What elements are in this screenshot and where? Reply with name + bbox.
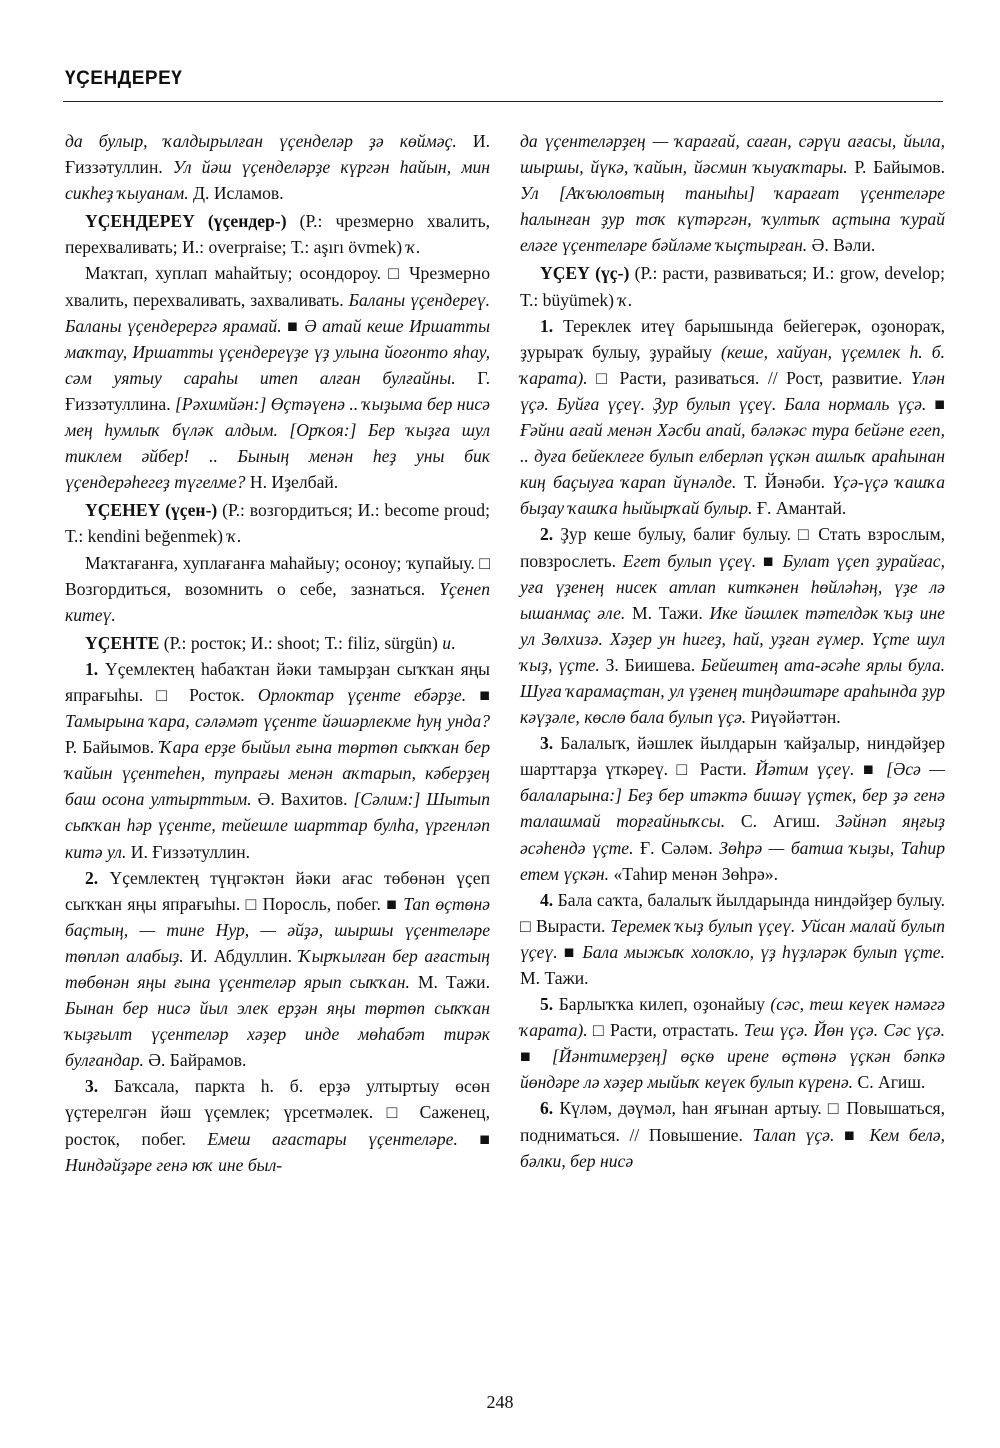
left-column [65,128,490,1178]
dictionary-paragraph: Маҡтағанға, хуплағанға маһайыу; осоноу; ҡупайыу. □ Возгордиться, возомнить о себе, зазнаться. Үҫенеп китеү. [65,552,490,625]
running-head: ҮҪЕНДЕРЕҮ [65,68,183,89]
dictionary-entry-headword: ҮҪЕНЕҮ (үҫен-) (Р.: возгордиться; И.: become proud; Т.: kendini beğenmek) ҡ. [65,500,490,547]
dictionary-paragraph: 5. Барлыҡҡа килеп, оҙонайыу (сәс, теш кеүек нәмәгә ҡарата). □ Расти, отрастать. Теш үҫә. Йөн үҫә. Сәс үҫә. ■ [Йәнтимерҙең] өҫкө ирене өҫтөнә үҫкән бәпкә йөндәре лә хәҙер мыйыҡ кеүек булып күренә. С. Агиш. [520,994,946,1093]
dictionary-paragraph: 3. Балалыҡ, йәшлек йылдарын ҡайҙалыр, ниндәйҙер шарттарҙа үткәреү. □ Расти. Йәтим үҫеү. ■ [Әсә — балаларына:] Беҙ бер итәктә бишәү үҫтек, бер ҙә генә талашмай торғайныҡсы. С. Агиш. Зәйнәп яңғыҙ әсәһендә үҫте. Ғ. Сәләм. Зөһрә — батша ҡыҙы, Таһир етем үҫкән. «Таһир менән Зөһрә». [520,733,945,884]
dictionary-paragraph: 2. Ҙур кеше булыу, балиғ булыу. □ Стать взрослым, повзрослеть. Егет булып үҫеү. ■ Булат үҫеп ҙурайғас, уға үҙенең нисек атлап киткәнен һөйләһәң, үҙе лә ышанмаҫ әле. М. Тажи. Ике йәшлек тәтелдәк ҡыҙ ине ул Зөлхизә. Хәҙер ун һигеҙ, һай, уҙған ғүмер. Үҫте шул ҡыҙ, үҫте. З. Биишева. Бейештең ата-әсәһе ярлы була. Шуға ҡарамаҫтан, ул үҙенең тиңдәштәре араһында ҙур кәүҙәле, көслө бала булып үҫә. Риүәйәттән. [520,524,946,728]
page-number: 248 [486,1392,514,1412]
dictionary-paragraph: 2. Үҫемлектең түңгәктән йәки ағас төбөнән үҫеп сыҡҡан яңы япрағыһы. □ Поросль, побег. ■ Тап өҫтөнә баҫтың, — тине Нур, — әйҙә, шыршы үҫентеләре төпләп алабыҙ. И. Абдуллин. Ҡырҡылған бер ағастың төбөнән яңы ғына үҫентеләр ярып сыҡҡан. М. Тажи. Бынан бер нисә йыл элек ерҙән яңы төртөп сыҡҡан ҡыҙғылт үҫентеләр хәҙер инде мөһабәт тирәк булғандар. Ә. Байрамов. [65,867,490,1071]
header-rule [63,101,943,102]
dictionary-paragraph: 1. Тереклек итеү барышында бейегерәк, оҙонораҡ, ҙурыраҡ булыу, ҙурайыу (кеше, хайуан, үҫемлек һ. б. ҡарата). □ Расти, разиваться. // Рост, развитие. Үлән үҫә. Буйға үҫеү. Ҙур булып үҫеү. Бала нормаль үҫә. ■ Ғәйни ағай менән Хәсби апай, бәләкәс тура бейәне егеп, .. дуға бейеклеге булып елберләп үҫкән ашлыҡ араһынан киң баҫыуға ҡарап йүнәлде. Т. Йәнәби. Үҫә-үҫә ҡашҡа быҙау ҡашҡа һыйырҡай булыр. Ғ. Амантай. [520,315,945,519]
dictionary-paragraph: да үҫентеләрҙең — ҡарағай, саған, сәрүи ағасы, йыла, шыршы, йүкә, ҡайын, йәсмин ҡыуаҡтары. Р. Байымов. Ул [Аҡъюловтың таныһы] ҡарағат үҫентеләре һалынған ҙур тоҡ күтәргән, ҡултыҡ аҫтына ҡурай еләге үҫентеләре бәйләме ҡыҫтырған. Ә. Вәли. [520,131,945,256]
dictionary-paragraph: да булыр, ҡалдырылған үҫенделәр ҙә көймәҫ. И. Ғиззәтуллин. Ул йәш үҫенделәрҙе күргән һайын, мин сикһеҙ ҡыуанам. Д. Исламов. [65,131,490,204]
dictionary-entry-headword: ҮҪЕНДЕРЕҮ (үҫендер-) (Р.: чрезмерно хвалить, перехваливать; И.: overpraise; Т.: aşırı övmek) ҡ. [65,211,490,258]
dictionary-paragraph: 3. Баҡсала, паркта һ. б. ерҙә ултыртыу өсөн үҫтерелгән йәш үҫемлек; үрсетмәлек. □ Саженец, росток, побег. Емеш ағастары үҫентеләре. ■ Ниндәйҙәре генә юҡ ине был- [65,1076,490,1175]
dictionary-paragraph: 1. Үҫемлектең һабаҡтан йәки тамырҙан сыҡҡан яңы япрағыһы. □ Росток. Орлоктар үҫенте ебәрҙе. ■ Тамырына ҡара, сәләмәт үҫенте йәшәрлекме һуң унда? Р. Байымов. Ҡара ерҙе быйыл ғына төртөп сыҡҡан бер ҡайын үҫентеһен, тупрағы менән аҡтарып, кәберҙең баш осона ултырттым. Ә. Вахитов. [Сәлим:] Шытып сыҡҡан һәр үҫенте, тейешле шарттар булһа, үргенләп китә ул. И. Ғиззәтуллин. [65,658,490,862]
dictionary-paragraph: Маҡтап, хуплап маһайтыу; осондороу. □ Чрезмерно хвалить, перехваливать, захваливать. Баланы үҫендереү. Баланы үҫендерергә ярамай. ■ Ә атай кеше Иршатты маҡтау, Иршатты үҫендереүҙе үҙ улына йоғонто яһау, сәм уятыу сараһы итеп алған булғайны. Г. Ғиззәтуллина. [Рәхимйән:] Өҫтәүенә .. ҡыҙыма бер нисә мең һумлыҡ бүләк алдым. [Орҡоя:] Бер ҡыҙға шул тиклем әйбер! .. Бының менән һеҙ уны бик үҫендерәһегеҙ түгелме? Н. Иҙелбай. [65,263,490,493]
dictionary-paragraph: 4. Бала саҡта, балалыҡ йылдарында ниндәйҙер булыу. □ Вырасти. Теремек ҡыҙ булып үҫеү. Уйсан малай булып үҫеү. ■ Бала мыжыҡ холоҡло, үҙ һүҙләрәк булып үҫте. М. Тажи. [520,889,945,988]
dictionary-paragraph: 6. Күләм, дәүмәл, һан яғынан артыу. □ Повышаться, подниматься. // Повышение. Талап үҫә. ■ Кем белә, бәлки, бер нисә [520,1098,945,1171]
right-column [520,128,945,1174]
dictionary-entry-headword: ҮҪЕНТЕ (Р.: росток; И.: shoot; Т.: filiz, sürgün) и. [85,632,456,653]
dictionary-entry-headword: ҮҪЕҮ (үҫ-) (Р.: расти, развиваться; И.: grow, develop; Т.: büyümek) ҡ. [520,263,945,310]
